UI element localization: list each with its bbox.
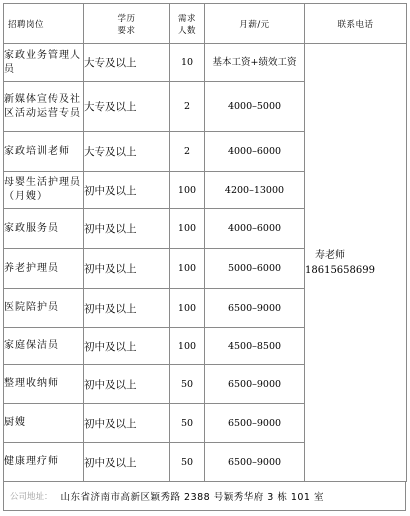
salary-cell: 4200–13000 (205, 172, 305, 209)
header-contact: 联系电话 (305, 4, 407, 44)
header-headcount: 需求 人数 (170, 4, 205, 44)
headcount-cell: 2 (170, 82, 205, 132)
salary-cell: 4500–8500 (205, 328, 305, 365)
position-cell: 养老护理员 (4, 249, 84, 289)
education-cell: 初中及以上 (84, 365, 170, 404)
salary-cell: 6500–9000 (205, 289, 305, 328)
education-cell: 初中及以上 (84, 404, 170, 443)
education-cell: 初中及以上 (84, 289, 170, 328)
salary-cell: 4000–5000 (205, 82, 305, 132)
salary-cell: 6500–9000 (205, 404, 305, 443)
position-cell: 家政业务管理人员 (4, 44, 84, 82)
salary-cell: 4000–6000 (205, 209, 305, 249)
position-cell: 新媒体宣传及社区活动运营专员 (4, 82, 84, 132)
position-cell: 家政服务员 (4, 209, 84, 249)
salary-cell: 5000–6000 (205, 249, 305, 289)
salary-cell: 6500–9000 (205, 365, 305, 404)
headcount-cell: 50 (170, 404, 205, 443)
position-cell: 家政培训老师 (4, 132, 84, 172)
position-cell: 整理收纳师 (4, 365, 84, 404)
headcount-cell: 100 (170, 249, 205, 289)
education-cell: 初中及以上 (84, 249, 170, 289)
position-cell: 母婴生活护理员（月嫂） (4, 172, 84, 209)
position-cell: 医院陪护员 (4, 289, 84, 328)
salary-cell: 6500–9000 (205, 443, 305, 482)
header-row (4, 4, 407, 44)
education-cell: 初中及以上 (84, 443, 170, 482)
salary-cell: 基本工资+绩效工资 (205, 44, 305, 82)
contact-cell (305, 44, 407, 482)
position-cell: 家庭保洁员 (4, 328, 84, 365)
headcount-cell: 100 (170, 209, 205, 249)
education-cell: 大专及以上 (84, 132, 170, 172)
contact-phone[interactable]: 18615658699 (305, 264, 375, 276)
contact-name: 寿老师 (315, 249, 345, 261)
education-cell: 大专及以上 (84, 44, 170, 82)
headcount-cell: 100 (170, 172, 205, 209)
header-position: 招聘岗位 (4, 4, 84, 44)
education-cell: 初中及以上 (84, 172, 170, 209)
address-label: 公司地址： (10, 491, 53, 502)
address-row (3, 481, 406, 511)
education-cell: 初中及以上 (84, 328, 170, 365)
headcount-cell: 10 (170, 44, 205, 82)
headcount-cell: 2 (170, 132, 205, 172)
headcount-cell: 50 (170, 365, 205, 404)
recruitment-table (3, 3, 407, 482)
headcount-cell: 50 (170, 443, 205, 482)
headcount-cell: 100 (170, 328, 205, 365)
headcount-cell: 100 (170, 289, 205, 328)
salary-cell: 4000–6000 (205, 132, 305, 172)
position-cell: 健康理疗师 (4, 443, 84, 482)
education-cell: 大专及以上 (84, 82, 170, 132)
table-row (4, 44, 407, 82)
header-salary: 月薪/元 (205, 4, 305, 44)
header-education: 学历 要求 (84, 4, 170, 44)
address-value: 山东省济南市高新区颖秀路 2388 号颖秀华府 3 栋 101 室 (60, 491, 324, 503)
education-cell: 初中及以上 (84, 209, 170, 249)
position-cell: 厨嫂 (4, 404, 84, 443)
